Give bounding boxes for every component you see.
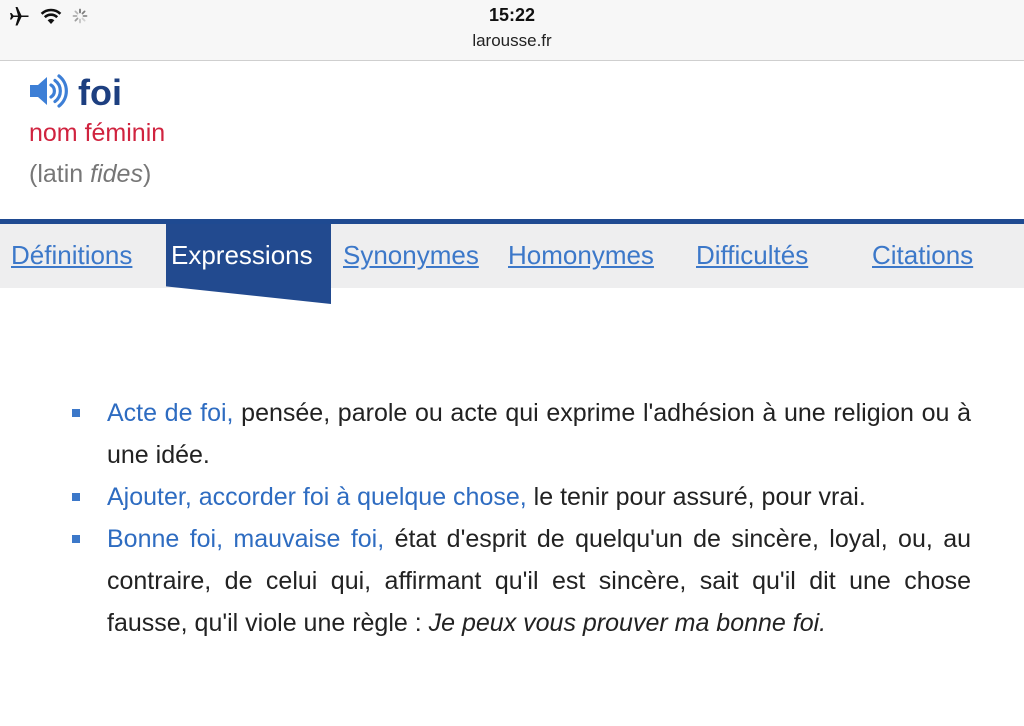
- tab-citations[interactable]: Citations: [872, 240, 974, 270]
- bullet-icon: [72, 409, 80, 417]
- bullet-icon: [72, 493, 80, 501]
- etymology-prefix: (latin: [29, 160, 91, 188]
- etymology-word: fides: [90, 160, 143, 188]
- expression-term: Bonne foi, mauvaise foi,: [107, 525, 385, 553]
- expression-definition: le tenir pour assuré, pour vrai.: [526, 483, 866, 511]
- status-time: 15:22: [488, 5, 536, 25]
- tab-synonymes[interactable]: Synonymes: [343, 240, 479, 270]
- browser-status-bar: [0, 0, 1024, 61]
- part-of-speech: nom féminin: [29, 119, 166, 147]
- tab-definitions[interactable]: Définitions: [11, 240, 133, 270]
- etymology: [29, 160, 151, 189]
- bullet-icon: [72, 535, 80, 543]
- list-item: [0, 518, 971, 644]
- list-item: [0, 476, 971, 518]
- entry-heading: [28, 72, 122, 114]
- etymology-suffix: ): [142, 160, 152, 188]
- expression-term: Ajouter, accorder foi à quelque chose,: [107, 483, 527, 511]
- tab-expressions[interactable]: Expressions: [171, 240, 313, 270]
- expression-example: Je peux vous prouver ma bonne foi.: [428, 609, 827, 637]
- speaker-icon[interactable]: [28, 74, 68, 113]
- headword: foi: [78, 72, 122, 113]
- tab-difficultes[interactable]: Difficultés: [696, 240, 809, 270]
- expression-term: Acte de foi,: [107, 399, 234, 427]
- address-bar-url[interactable]: larousse.fr: [472, 31, 552, 50]
- tab-bar: [0, 224, 1024, 288]
- expressions-list: [0, 392, 1024, 644]
- tab-homonymes[interactable]: Homonymes: [508, 240, 654, 270]
- expression-definition: état d'esprit de quelqu'un de sincère, loyal, ou, au contraire, de celui qui, affirmant qu'il est sincère, sait qu'il dit une chose fausse, qu'il viole une règle :: [107, 525, 972, 637]
- list-item: [0, 392, 971, 476]
- expression-definition: pensée, parole ou acte qui exprime l'adhésion à une religion ou à une idée.: [107, 399, 971, 469]
